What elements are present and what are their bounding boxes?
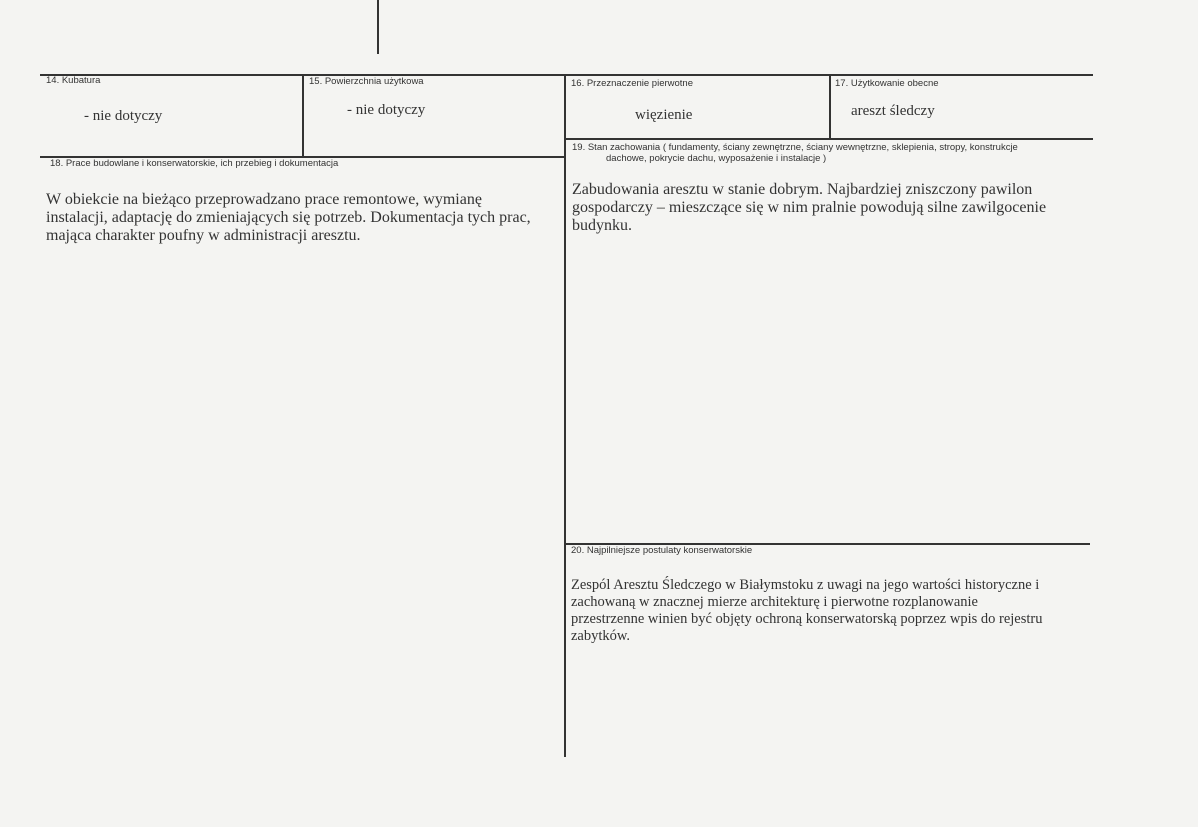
field-17-value: areszt śledczy — [851, 103, 935, 119]
field-14-label: 14. Kubatura — [46, 75, 101, 86]
row-line-19 — [566, 138, 1093, 140]
field-18-text-line: instalacji, adaptację do zmieniających się potrzeb. Dokumentacja tych prac, — [46, 209, 531, 226]
field-20-text — [571, 577, 1086, 645]
field-19-text-line: Zabudowania aresztu w stanie dobrym. Najbardziej zniszczony pawilon — [572, 181, 1033, 198]
field-19-text-line: budynku. — [572, 217, 632, 234]
field-19-text-line: gospodarczy – mieszczące się w nim pralnie powodują silne zawilgocenie — [572, 199, 1047, 216]
field-14-value: - nie dotyczy — [84, 108, 163, 124]
field-19-text — [572, 181, 1090, 235]
field-16-label: 16. Przeznaczenie pierwotne — [571, 78, 693, 89]
field-20-text-line: przestrzenne winien być objęty ochroną konserwatorską poprzez wpis do rejestru — [571, 611, 1043, 627]
field-20-label: 20. Najpilniejsze postulaty konserwatorskie — [571, 545, 753, 556]
field-18-text-line: W obiekcie na bieżąco przeprowadzano prace remontowe, wymianę — [46, 191, 482, 208]
field-16-value: więzienie — [635, 107, 693, 123]
field-18-text-line: mająca charakter poufny w administracji aresztu. — [46, 227, 361, 244]
divider-14-15 — [302, 74, 304, 156]
field-15-value: - nie dotyczy — [347, 102, 426, 118]
top-divider-line — [377, 0, 379, 54]
center-divider — [564, 74, 566, 757]
field-15-label: 15. Powierzchnia użytkowa — [309, 76, 424, 87]
divider-16-17 — [829, 74, 831, 138]
field-20-text-line: Zespól Aresztu Śledczego w Białymstoku z uwagi na jego wartości historyczne i — [571, 577, 1040, 593]
field-19-label-line: dachowe, pokrycie dachu, wyposażenie i instalacje ) — [606, 153, 827, 164]
field-20-text-line: zabytków. — [571, 628, 631, 644]
field-17-label: 17. Użytkowanie obecne — [835, 78, 939, 89]
field-18-text — [46, 191, 564, 245]
field-18-label: 18. Prace budowlane i konserwatorskie, ich przebieg i dokumentacja — [50, 158, 339, 169]
field-19-label-line: 19. Stan zachowania ( fundamenty, ściany zewnętrzne, ściany wewnętrzne, sklepienia, stropy, konstrukcje — [572, 142, 1018, 153]
field-20-text-line: zachowaną w znacznej mierze architekturę i pierwotne rozplanowanie — [571, 594, 978, 610]
field-19-label — [572, 142, 1018, 164]
